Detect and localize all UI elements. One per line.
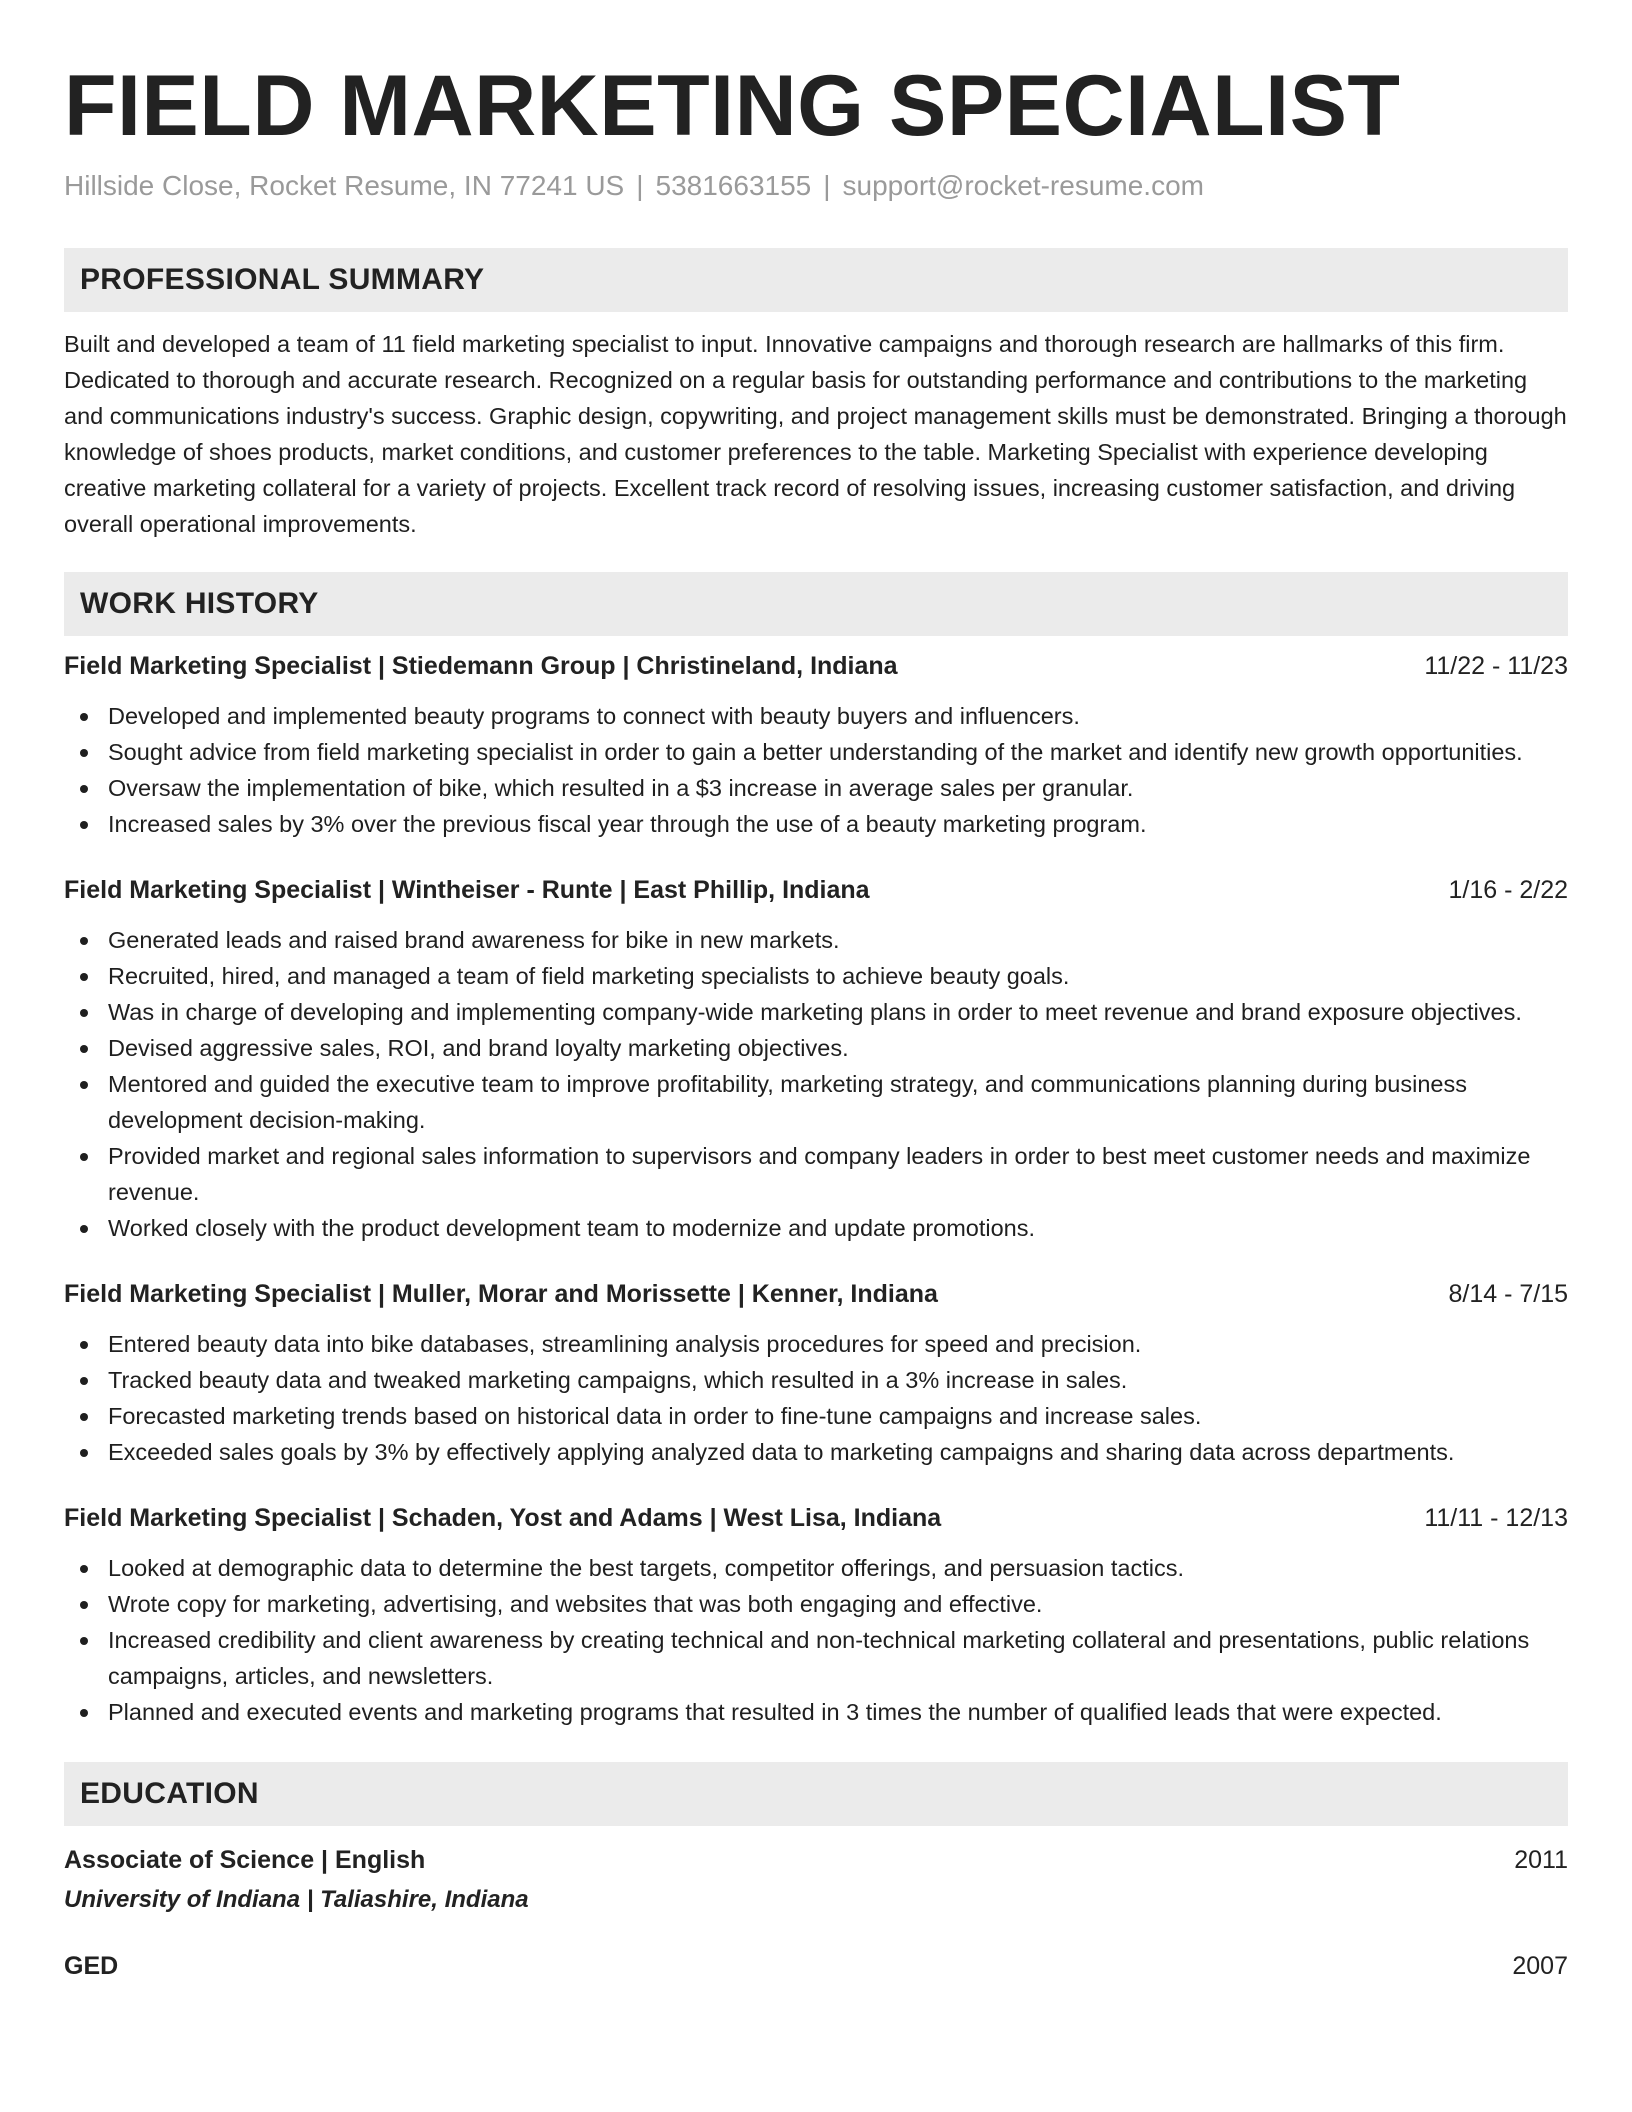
job-bullet: Planned and executed events and marketing programs that resulted in 3 times the number of qualified leads that were expected.	[64, 1694, 1568, 1730]
job-bullet: Recruited, hired, and managed a team of field marketing specialists to achieve beauty goals.	[64, 958, 1568, 994]
job-bullet: Increased sales by 3% over the previous fiscal year through the use of a beauty marketing program.	[64, 806, 1568, 842]
job-bullet: Worked closely with the product development team to modernize and update promotions.	[64, 1210, 1568, 1246]
job-dates: 1/16 - 2/22	[1448, 876, 1568, 904]
resume-name-title: FIELD MARKETING SPECIALIST	[64, 58, 1401, 154]
resume-page	[64, 0, 1568, 1984]
job-dates: 11/11 - 12/13	[1424, 1504, 1568, 1532]
education-degree: GED	[64, 1952, 119, 1980]
education-header	[64, 1948, 1568, 1984]
job-bullet: Tracked beauty data and tweaked marketing campaigns, which resulted in a 3% increase in sales.	[64, 1362, 1568, 1398]
job-bullet: Exceeded sales goals by 3% by effectively applying analyzed data to marketing campaigns and sharing data across departments.	[64, 1434, 1568, 1470]
contact-address: Hillside Close, Rocket Resume, IN 77241 US	[64, 170, 625, 201]
education-header	[64, 1842, 1568, 1878]
contact-phone: 5381663155	[655, 170, 812, 201]
job-bullet: Generated leads and raised brand awareness for bike in new markets.	[64, 922, 1568, 958]
summary-text: Built and developed a team of 11 field marketing specialist to input. Innovative campaigns and thorough research are hallmarks of this firm. Dedicated to thorough and accurate research. Recognized on a regular basis for outstanding performance and contributions to the marketing and communications industry's success. Graphic design, copywriting, and project management skills must be demonstrated. Bringing a thorough knowledge of shoes products, market conditions, and customer preferences to the table. Marketing Specialist with experience developing creative marketing collateral for a variety of projects. Excellent track record of resolving issues, increasing customer satisfaction, and driving overall operational improvements.	[64, 331, 1567, 537]
job-bullet: Looked at demographic data to determine the best targets, competitor offerings, and persuasion tactics.	[64, 1550, 1568, 1586]
job-title: Field Marketing Specialist | Muller, Morar and Morissette | Kenner, Indiana	[64, 1280, 938, 1308]
job-bullet: Sought advice from field marketing specialist in order to gain a better understanding of the market and identify new growth opportunities.	[64, 734, 1568, 770]
job-entry	[64, 1276, 1568, 1470]
contact-line	[64, 168, 1568, 204]
education-school: University of Indiana | Taliashire, Indiana	[64, 1886, 529, 1913]
job-bullet: Wrote copy for marketing, advertising, and websites that was both engaging and effective.	[64, 1586, 1568, 1622]
job-entry	[64, 872, 1568, 1246]
job-bullet: Provided market and regional sales information to supervisors and company leaders in order to best meet customer needs and maximize revenue.	[64, 1138, 1568, 1210]
job-bullet-list	[64, 922, 1568, 1246]
job-dates: 8/14 - 7/15	[1448, 1280, 1568, 1308]
job-bullet-list	[64, 1550, 1568, 1730]
job-dates: 11/22 - 11/23	[1424, 652, 1568, 680]
job-title: Field Marketing Specialist | Wintheiser - Runte | East Phillip, Indiana	[64, 876, 870, 904]
job-header	[64, 648, 1568, 684]
section-header-summary: PROFESSIONAL SUMMARY	[64, 248, 1568, 312]
section-header-education: EDUCATION	[64, 1762, 1568, 1826]
job-bullet: Was in charge of developing and implementing company-wide marketing plans in order to meet revenue and brand exposure objectives.	[64, 994, 1568, 1030]
education-year: 2007	[1512, 1952, 1568, 1980]
job-header	[64, 872, 1568, 908]
job-bullet: Entered beauty data into bike databases, streamlining analysis procedures for speed and precision.	[64, 1326, 1568, 1362]
job-entry	[64, 648, 1568, 842]
education-degree: Associate of Science | English	[64, 1846, 426, 1874]
job-bullet: Mentored and guided the executive team to improve profitability, marketing strategy, and communications planning during business development decision-making.	[64, 1066, 1568, 1138]
contact-separator: |	[636, 170, 644, 201]
contact-email: support@rocket-resume.com	[842, 170, 1204, 201]
job-entry	[64, 1500, 1568, 1730]
job-title: Field Marketing Specialist | Stiedemann Group | Christineland, Indiana	[64, 652, 898, 680]
job-header	[64, 1276, 1568, 1312]
job-header	[64, 1500, 1568, 1536]
education-entry	[64, 1948, 1568, 1984]
job-bullet: Devised aggressive sales, ROI, and brand loyalty marketing objectives.	[64, 1030, 1568, 1066]
job-bullet: Developed and implemented beauty programs to connect with beauty buyers and influencers.	[64, 698, 1568, 734]
job-bullet: Oversaw the implementation of bike, which resulted in a $3 increase in average sales per granular.	[64, 770, 1568, 806]
job-title: Field Marketing Specialist | Schaden, Yost and Adams | West Lisa, Indiana	[64, 1504, 942, 1532]
education-entry	[64, 1842, 1568, 1918]
contact-separator: |	[823, 170, 831, 201]
job-bullet-list	[64, 698, 1568, 842]
education-year: 2011	[1514, 1846, 1568, 1874]
job-bullet-list	[64, 1326, 1568, 1470]
job-bullet: Increased credibility and client awareness by creating technical and non-technical marketing collateral and presentations, public relations campaigns, articles, and newsletters.	[64, 1622, 1568, 1694]
job-bullet: Forecasted marketing trends based on historical data in order to fine-tune campaigns and increase sales.	[64, 1398, 1568, 1434]
section-header-work-history: WORK HISTORY	[64, 572, 1568, 636]
